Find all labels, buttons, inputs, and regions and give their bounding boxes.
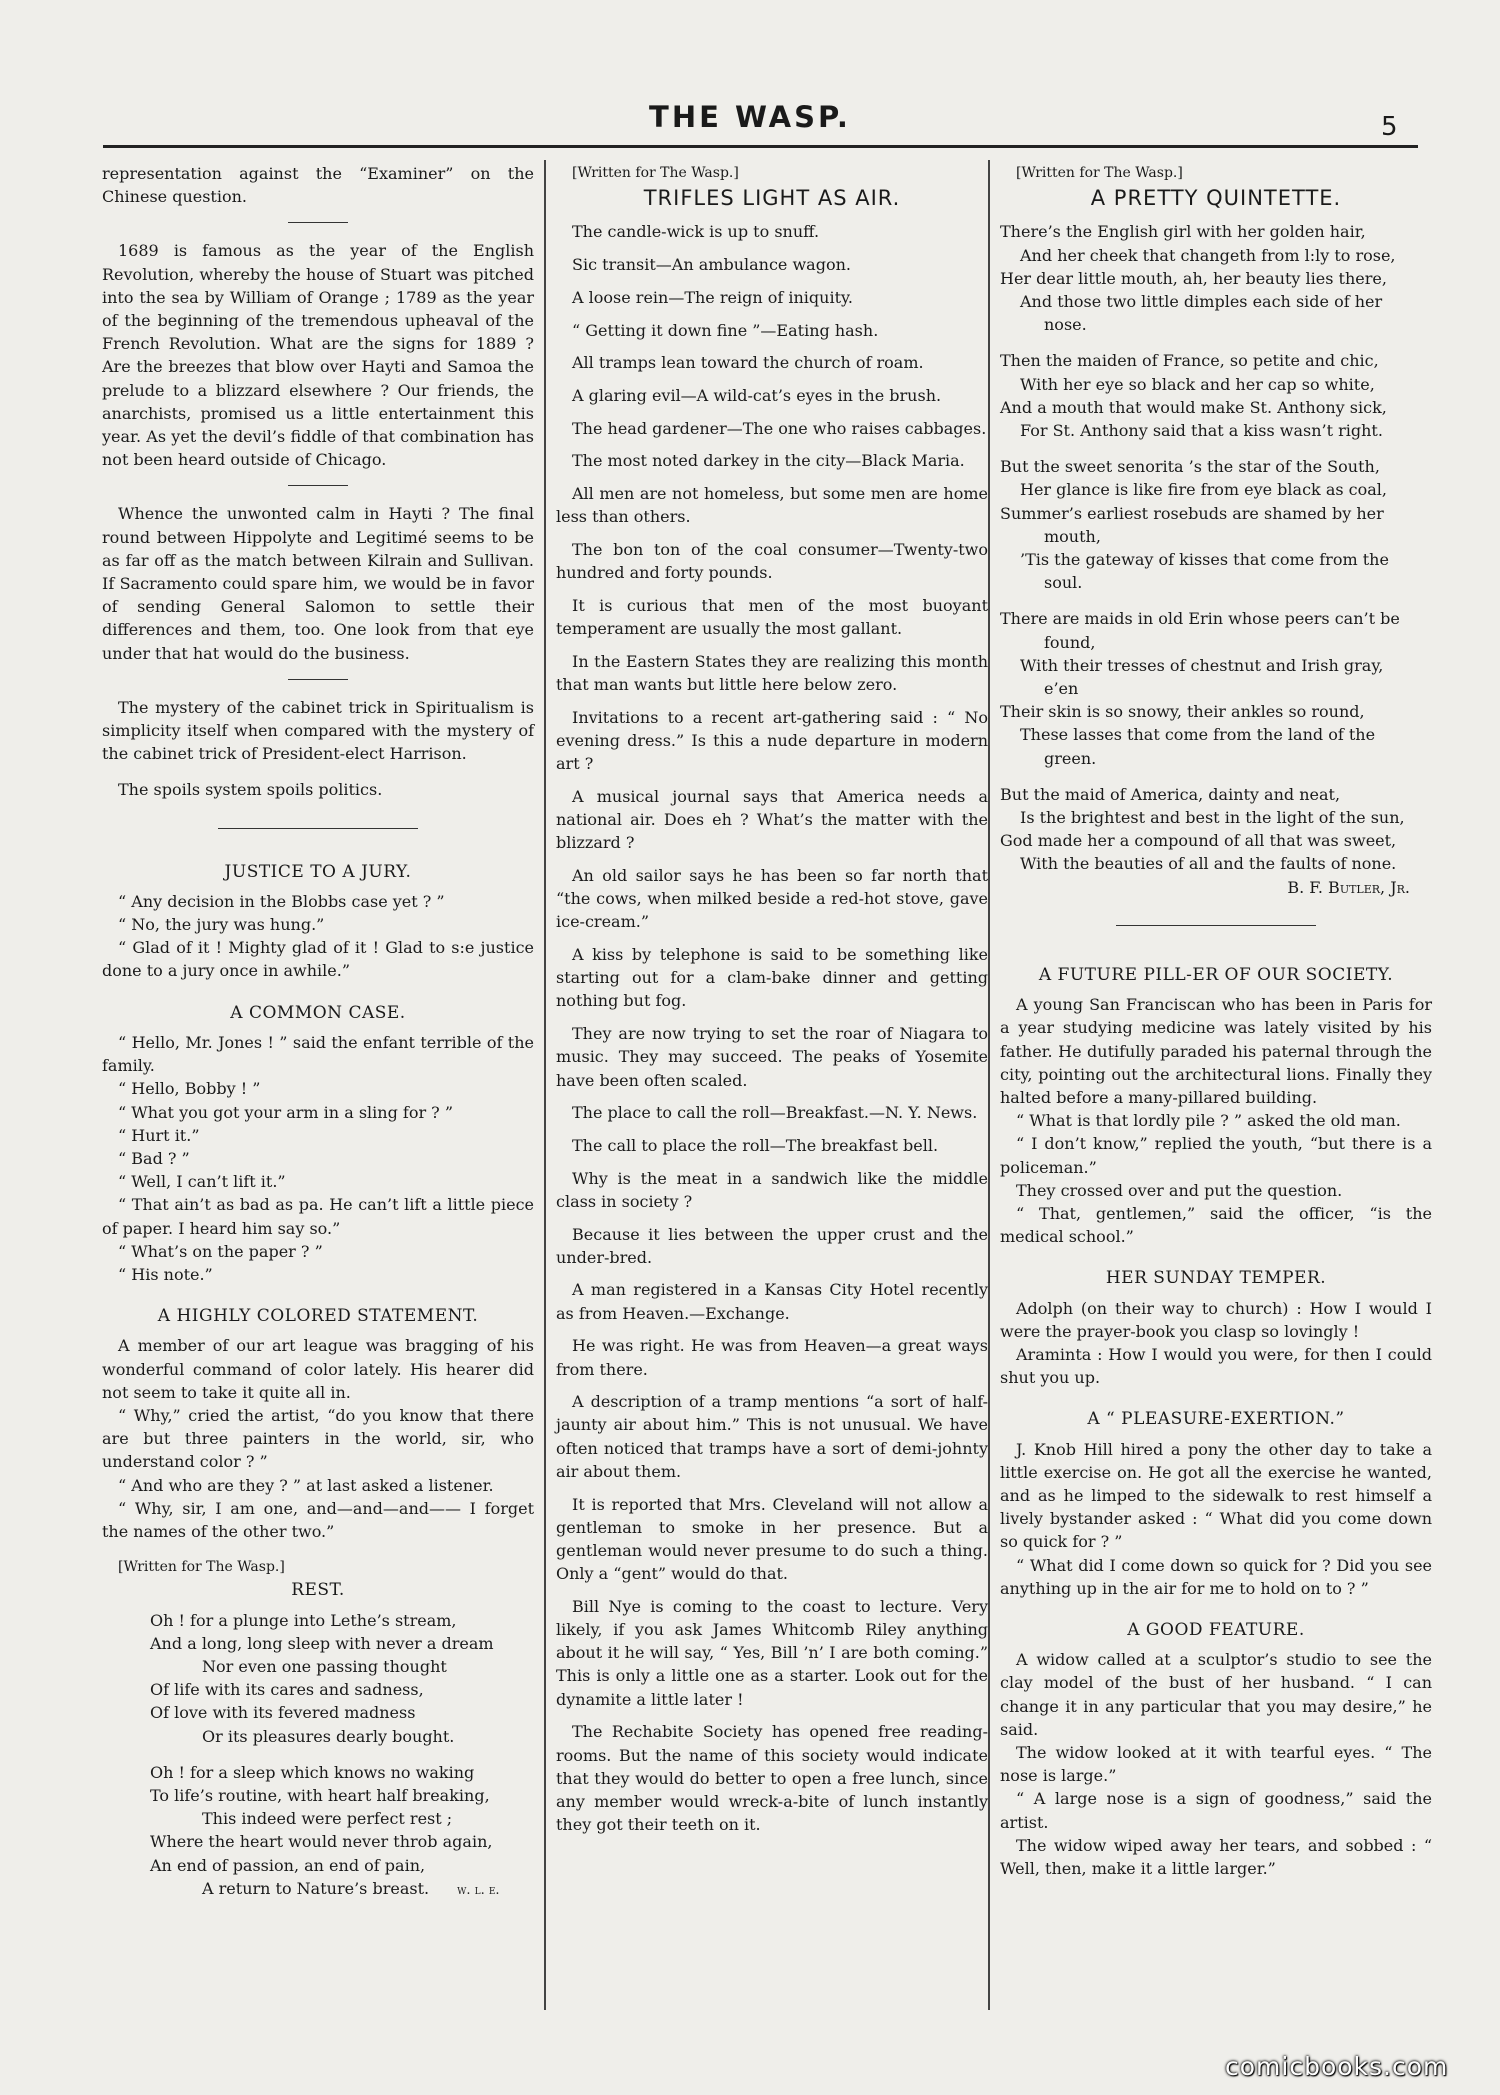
paragraph: “ No, the jury was hung.” bbox=[118, 915, 325, 935]
poem-line: Her dear little mouth, ah, her beauty lies there, bbox=[1000, 268, 1387, 288]
poem-line: These lasses that come from the land of the bbox=[1020, 725, 1376, 745]
poem-line: And a mouth that would make St. Anthony sick, bbox=[1000, 397, 1387, 417]
paragraph: “ Hello, Bobby ! ” bbox=[118, 1079, 261, 1099]
poem-line: ’Tis the gateway of kisses that come from the bbox=[1020, 550, 1389, 570]
paragraph: “ Hurt it.” bbox=[118, 1125, 200, 1145]
article-heading: JUSTICE TO A JURY. bbox=[224, 861, 412, 882]
column-1 bbox=[102, 162, 534, 1902]
byline: [Written for The Wasp.] bbox=[1016, 165, 1183, 181]
joke-paragraph: Why is the meat in a sandwich like the middle class in society ? bbox=[556, 1168, 988, 1211]
paragraph: They crossed over and put the question. bbox=[1016, 1180, 1343, 1200]
poem-line: And those two little dimples each side of her bbox=[1020, 292, 1383, 312]
joke-paragraph: It is curious that men of the most buoyant temperament are usually the most gallant. bbox=[556, 595, 988, 639]
poem-line: Then the maiden of France, so petite and chic, bbox=[1000, 351, 1379, 371]
column-3 bbox=[1000, 162, 1432, 1880]
signature: w. l. e. bbox=[457, 1882, 500, 1898]
joke-paragraph: Sic transit—An ambulance wagon. bbox=[572, 255, 851, 275]
poem-line: Her glance is like fire from eye black as coal, bbox=[1020, 480, 1387, 500]
byline: [Written for The Wasp.] bbox=[572, 165, 739, 181]
paragraph: “ That, gentlemen,” said the officer, “is the medical school.” bbox=[1000, 1203, 1432, 1247]
poem bbox=[1000, 220, 1432, 875]
paragraph: “ What you got your arm in a sling for ? ” bbox=[118, 1102, 454, 1122]
paragraph: Whence the unwonted calm in Hayti ? The final round between Hippolyte and Legitimé seems to be as far off as the match between Kilrain and Sullivan. If Sacramento could spare him, we would be in favor of sending General Salomon to settle their differences and them, too. One look from that eye under that hat would do the business. bbox=[102, 504, 534, 663]
article-heading: A HIGHLY COLORED STATEMENT. bbox=[157, 1306, 479, 1327]
poem-line: found, bbox=[1044, 632, 1096, 652]
poem-line: Where the heart would never throb again, bbox=[150, 1832, 493, 1852]
poem-line: Is the brightest and best in the light of the sun, bbox=[1020, 808, 1405, 828]
article-heading: A GOOD FEATURE. bbox=[1127, 1619, 1305, 1640]
article-heading: A “ PLEASURE-EXERTION.” bbox=[1087, 1409, 1345, 1430]
column-divider bbox=[544, 160, 546, 2010]
poem-line: Summer’s earliest rosebuds are shamed by her bbox=[1000, 503, 1384, 523]
page-number: 5 bbox=[1381, 112, 1398, 142]
separator bbox=[1116, 925, 1316, 926]
poem-line: There are maids in old Erin whose peers can’t be bbox=[1000, 609, 1400, 629]
joke-paragraph: The most noted darkey in the city—Black Maria. bbox=[572, 451, 965, 471]
paragraph: “ And who are they ? ” at last asked a listener. bbox=[118, 1475, 494, 1495]
article-heading: TRIFLES LIGHT AS AIR. bbox=[643, 186, 901, 211]
paragraph: “ Bad ? ” bbox=[118, 1148, 190, 1168]
article-heading: REST. bbox=[291, 1580, 345, 1601]
paragraph: “ I don’t know,” replied the youth, “but there is a policeman.” bbox=[1000, 1134, 1432, 1177]
article-heading: A PRETTY QUINTETTE. bbox=[1090, 186, 1342, 211]
joke-paragraph: Bill Nye is coming to the coast to lecture. Very likely, if you ask James Whitcomb Riley anything about it he will say, “ Yes, Bill ’n’ I are both coming.” This is only a little one as a starter. Look out for the dynamite a little later ! bbox=[556, 1596, 988, 1709]
joke-paragraph: The candle-wick is up to snuff. bbox=[572, 222, 820, 242]
paragraph: “ Why, sir, I am one, and—and—and—— I forget the names of the other two.” bbox=[102, 1498, 534, 1541]
poem-line bbox=[150, 1877, 534, 1902]
joke-paragraph: A musical journal says that America needs a national air. Does eh ? What’s the matter with the blizzard ? bbox=[556, 786, 988, 853]
poem-line: To life’s routine, with heart half breaking, bbox=[150, 1785, 490, 1805]
joke-paragraph: An old sailor says he has been so far north that “the cows, when milked beside a red-hot stove, gave ice-cream.” bbox=[556, 865, 988, 932]
poem bbox=[102, 1609, 534, 1902]
article-heading: A COMMON CASE. bbox=[230, 1002, 406, 1023]
paragraph: “ Any decision in the Blobbs case yet ? ” bbox=[118, 891, 445, 911]
joke-paragraph: They are now trying to set the roar of Niagara to music. They may succeed. The peaks of Yosemite have been often scaled. bbox=[556, 1024, 988, 1090]
paragraph: representation against the “Examiner” on the Chinese question. bbox=[102, 164, 534, 207]
separator bbox=[288, 222, 348, 223]
poem-line: Their skin is so snowy, their ankles so round, bbox=[1000, 702, 1365, 722]
poem-line: e’en bbox=[1044, 679, 1079, 699]
joke-paragraph: He was right. He was from Heaven—a great ways from there. bbox=[556, 1336, 988, 1379]
joke-paragraph: A description of a tramp mentions “a sort of half-jaunty air about him.” This is not unusual. We have often noticed that tramps have a sort of demi-johnty air about them. bbox=[556, 1392, 988, 1481]
paragraph: “ That ain’t as bad as pa. He can’t lift a little piece of paper. I heard him say so.” bbox=[102, 1195, 534, 1238]
paragraph: “ His note.” bbox=[118, 1264, 213, 1284]
poem-line: Of love with its fevered madness bbox=[150, 1703, 416, 1723]
paragraph: “ Glad of it ! Mighty glad of it ! Glad to s:e justice done to a jury once in awhile.” bbox=[102, 938, 534, 981]
paragraph: Araminta : How I would you were, for then I could shut you up. bbox=[1000, 1344, 1432, 1388]
poem-line: soul. bbox=[1044, 573, 1083, 593]
poem-line: With her eye so black and her cap so white, bbox=[1020, 374, 1375, 394]
joke-paragraph: “ Getting it down fine ”—Eating hash. bbox=[572, 320, 879, 340]
paragraph: The widow looked at it with tearful eyes. “ The nose is large.” bbox=[1000, 1742, 1432, 1786]
article-heading: HER SUNDAY TEMPER. bbox=[1105, 1268, 1327, 1289]
poem-line: There’s the English girl with her golden hair, bbox=[1000, 222, 1366, 242]
signature: B. F. Butler, Jr. bbox=[1287, 877, 1410, 897]
poem-line: Oh ! for a plunge into Lethe’s stream, bbox=[150, 1610, 457, 1630]
joke-paragraph: It is reported that Mrs. Cleveland will not allow a gentleman to smoke in her presence. But a gentleman would never presume to do such a thing. Only a “gent” would do that. bbox=[556, 1494, 988, 1584]
poem-line: nose. bbox=[1044, 315, 1087, 335]
masthead-title: THE WASP. bbox=[649, 100, 851, 134]
poem-line: With their tresses of chestnut and Irish gray, bbox=[1020, 655, 1384, 675]
joke-paragraph: The bon ton of the coal consumer—Twenty-two hundred and forty pounds. bbox=[556, 539, 988, 583]
byline: [Written for The Wasp.] bbox=[118, 1559, 285, 1576]
paragraph: “ A large nose is a sign of goodness,” said the artist. bbox=[1000, 1789, 1432, 1832]
paragraph: “ What is that lordly pile ? ” asked the old man. bbox=[1016, 1111, 1401, 1131]
joke-paragraph: The place to call the roll—Breakfast.—N. Y. News. bbox=[572, 1103, 978, 1123]
separator bbox=[218, 828, 418, 829]
poem-line: Nor even one passing thought bbox=[202, 1656, 447, 1676]
poem-line: Or its pleasures dearly bought. bbox=[202, 1726, 455, 1746]
paragraph: The widow wiped away her tears, and sobbed : “ Well, then, make it a little larger.” bbox=[1000, 1835, 1432, 1878]
poem-line: And a long, long sleep with never a dream bbox=[150, 1633, 494, 1653]
column-divider bbox=[988, 160, 990, 2010]
joke-paragraph: A loose rein—The reign of iniquity. bbox=[572, 287, 853, 307]
column-2 bbox=[556, 162, 988, 1846]
poem-line: God made her a compound of all that was sweet, bbox=[1000, 831, 1397, 851]
joke-paragraph: A glaring evil—A wild-cat’s eyes in the brush. bbox=[572, 385, 942, 405]
paragraph: “ Well, I can’t lift it.” bbox=[118, 1172, 286, 1192]
poem-line: An end of passion, an end of pain, bbox=[150, 1855, 426, 1875]
poem-line: Of life with its cares and sadness, bbox=[150, 1680, 424, 1700]
poem-line: green. bbox=[1044, 748, 1097, 768]
article-heading: A FUTURE PILL-ER OF OUR SOCIETY. bbox=[1038, 964, 1394, 985]
poem-line: Oh ! for a sleep which knows no waking bbox=[150, 1762, 475, 1782]
poem-line: And her cheek that changeth from l:ly to rose, bbox=[1020, 245, 1396, 265]
joke-paragraph: The head gardener—The one who raises cabbages. bbox=[572, 418, 987, 438]
watermark-text: comicbooks.com bbox=[1225, 2052, 1449, 2081]
paragraph: A widow called at a sculptor’s studio to see the clay model of the bust of her husband. “ I can change it in any particular that you may desire,” he said. bbox=[1000, 1650, 1432, 1739]
joke-paragraph: All men are not homeless, but some men are home less than others. bbox=[556, 484, 988, 527]
joke-paragraph: A kiss by telephone is said to be something like starting out for a clam-bake dinner and getting nothing but fog. bbox=[556, 944, 988, 1011]
separator bbox=[288, 485, 348, 486]
paragraph: The mystery of the cabinet trick in Spiritualism is simplicity itself when compared with the mystery of the cabinet trick of President-elect Harrison. bbox=[102, 697, 534, 764]
masthead-rule bbox=[103, 145, 1418, 148]
poem-line: But the maid of America, dainty and neat, bbox=[1000, 784, 1341, 804]
joke-paragraph: Because it lies between the upper crust and the under-bred. bbox=[556, 1224, 988, 1267]
paragraph: A member of our art league was bragging of his wonderful command of color lately. His hearer did not seem to take it quite all in. bbox=[102, 1336, 534, 1402]
joke-paragraph: Invitations to a recent art-gathering said : “ No evening dress.” Is this a nude departure in modern art ? bbox=[556, 707, 988, 774]
poem-line: But the sweet senorita ’s the star of the South, bbox=[1000, 457, 1380, 477]
paragraph: “ What’s on the paper ? ” bbox=[118, 1241, 323, 1261]
paragraph: The spoils system spoils politics. bbox=[118, 780, 383, 800]
joke-paragraph: In the Eastern States they are realizing this month that man wants but little here below zero. bbox=[556, 651, 988, 694]
paragraph: 1689 is famous as the year of the English Revolution, whereby the house of Stuart was pitched into the sea by William of Orange ; 1789 as the year of the beginning of the tremendous upheaval of the French Revolution. What are the signs for 1889 ? Are the breezes that blow over Hayti and Samoa the prelude to a blizzard elsewhere ? Our friends, the anarchists, promised us a little entertainment this year. As yet the devil’s fiddle of that combination has not been heard outside of Chicago. bbox=[102, 241, 534, 470]
poem-line: With the beauties of all and the faults of none. bbox=[1020, 854, 1397, 874]
poem-line: This indeed were perfect rest ; bbox=[202, 1809, 453, 1829]
paragraph: “ Why,” cried the artist, “do you know that there are but three painters in the world, sir, who understand color ? ” bbox=[102, 1405, 534, 1472]
paragraph: “ What did I come down so quick for ? Did you see anything up in the air for me to hold on to ? ” bbox=[1000, 1555, 1432, 1598]
separator bbox=[288, 679, 348, 680]
poem-line: For St. Anthony said that a kiss wasn’t right. bbox=[1020, 421, 1383, 441]
joke-paragraph: The call to place the roll—The breakfast bell. bbox=[572, 1135, 939, 1155]
joke-paragraph: The Rechabite Society has opened free reading-rooms. But the name of this society would indicate that they would do better to open a free lunch, since any member would wreck-a-bite of lunch instantly they got their teeth on it. bbox=[556, 1722, 988, 1835]
joke-paragraph: A man registered in a Kansas City Hotel recently as from Heaven.—Exchange. bbox=[556, 1280, 988, 1323]
paragraph: Adolph (on their way to church) : How I would I were the prayer-book you clasp so lovingly ! bbox=[1000, 1298, 1432, 1341]
paragraph: “ Hello, Mr. Jones ! ” said the enfant terrible of the family. bbox=[102, 1032, 534, 1076]
paragraph: A young San Franciscan who has been in Paris for a year studying medicine was lately visited by his father. He dutifully paraded his paternal through the city, pointing out the architectural lions. Finally they halted before a many-pillared building. bbox=[1000, 995, 1432, 1107]
poem-line: A return to Nature’s breast. bbox=[202, 1878, 430, 1898]
poem-line: mouth, bbox=[1044, 526, 1101, 546]
paragraph: J. Knob Hill hired a pony the other day to take a little exercise on. He got all the exercise he wanted, and as he limped to the sidewalk to rest himself a lively bystander asked : “ What did you come down so quick for ? ” bbox=[1000, 1439, 1432, 1552]
joke-list bbox=[556, 220, 988, 1836]
joke-paragraph: All tramps lean toward the church of roam. bbox=[572, 353, 924, 373]
